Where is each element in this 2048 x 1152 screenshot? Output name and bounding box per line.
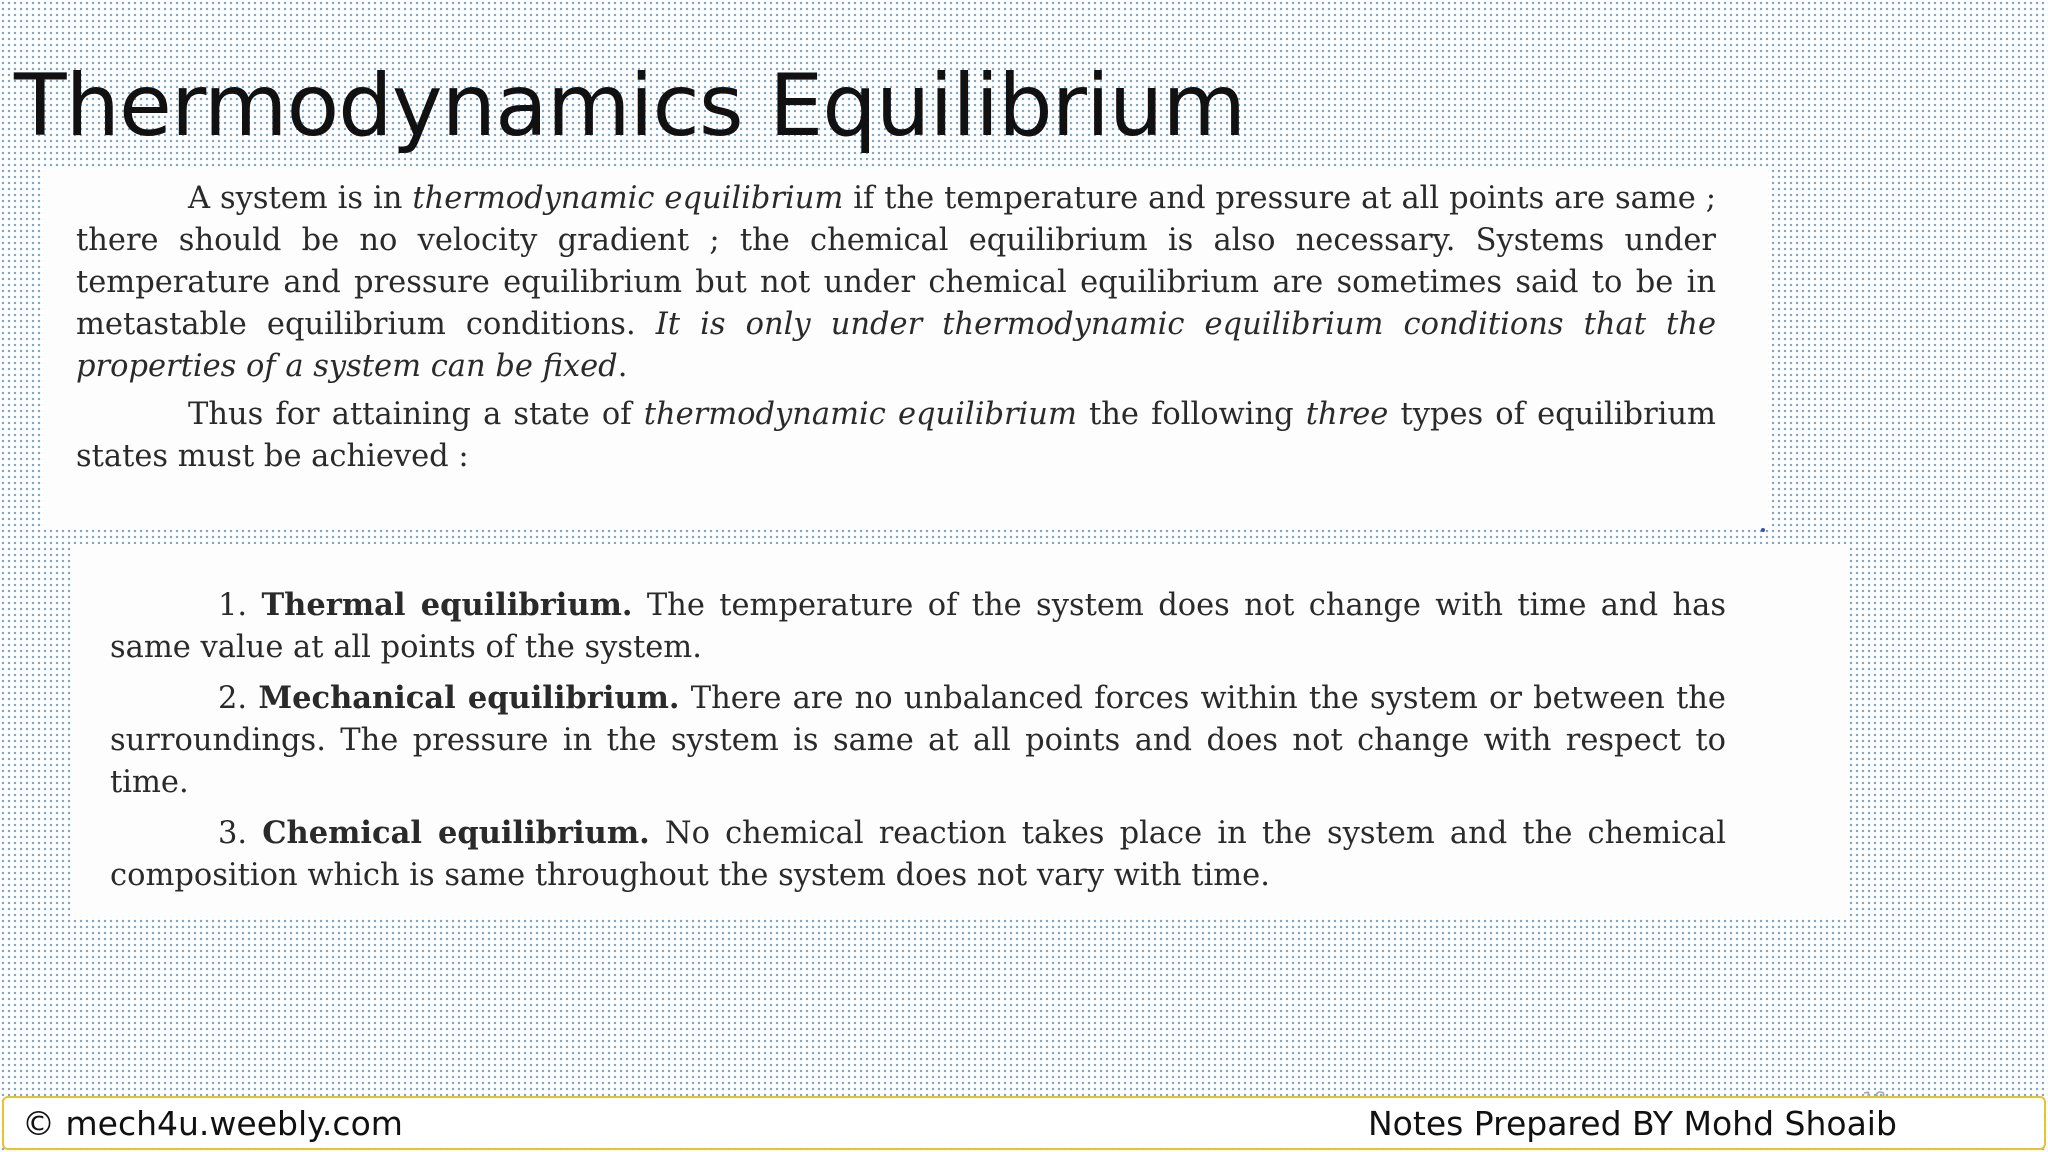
footer-bar [2, 1096, 2046, 1150]
intro-p1-emphasis: thermodynamic equilibrium [412, 181, 844, 216]
intro-p2-text: the following [1076, 397, 1306, 432]
slide-title: Thermodynamics Equilibrium [14, 56, 1246, 156]
item-text: The temperature of the system does not change with time and has same value at all points of the system. [110, 588, 1726, 665]
intro-p1-text: if the temperature and pressure at all points are same ; there should be no velocity gradient ; the chemical equilibrium is also necessary. Systems under temperature and pressure equilibrium but not under chemical equilibrium are sometimes said to be in metastable equilibrium conditions. [76, 181, 1716, 342]
intro-p1-text: . [617, 349, 628, 384]
intro-p1-emphasis: It is only under thermodynamic equilibrium conditions that the properties of a system can be fixed [76, 307, 1716, 384]
equilibrium-item-chemical [110, 812, 1726, 897]
stray-dot-mark [1761, 528, 1765, 532]
intro-p2-emphasis: thermodynamic equilibrium [643, 397, 1077, 432]
equilibrium-types-box [72, 544, 1848, 916]
item-number: 3. [218, 816, 248, 851]
intro-p2-text: types of equilibrium states must be achieved : [76, 397, 1716, 474]
intro-text-box [44, 168, 1768, 528]
footer-author: Notes Prepared BY Mohd Shoaib [1368, 1104, 1897, 1143]
item-heading: Chemical equilibrium. [262, 815, 650, 851]
item-text: No chemical reaction takes place in the system and the chemical composition which is same throughout the system does not vary with time. [110, 816, 1727, 893]
intro-p2-emphasis: three [1305, 397, 1389, 432]
item-text: There are no unbalanced forces within the system or between the surroundings. The pressure in the system is same at all points and does not change with respect to time. [110, 681, 1726, 800]
equilibrium-item-thermal [110, 584, 1726, 669]
item-heading: Mechanical equilibrium. [258, 680, 680, 716]
item-number: 1. [218, 588, 248, 623]
item-number: 2. [218, 681, 248, 716]
intro-paragraph-1 [76, 178, 1716, 388]
footer-website: © mech4u.weebly.com [22, 1104, 403, 1143]
intro-p2-text: Thus for attaining a state of [188, 397, 644, 432]
item-heading: Thermal equilibrium. [261, 587, 633, 623]
equilibrium-item-mechanical [110, 677, 1726, 804]
intro-p1-text: A system is in [188, 181, 413, 216]
intro-paragraph-2 [76, 394, 1716, 478]
